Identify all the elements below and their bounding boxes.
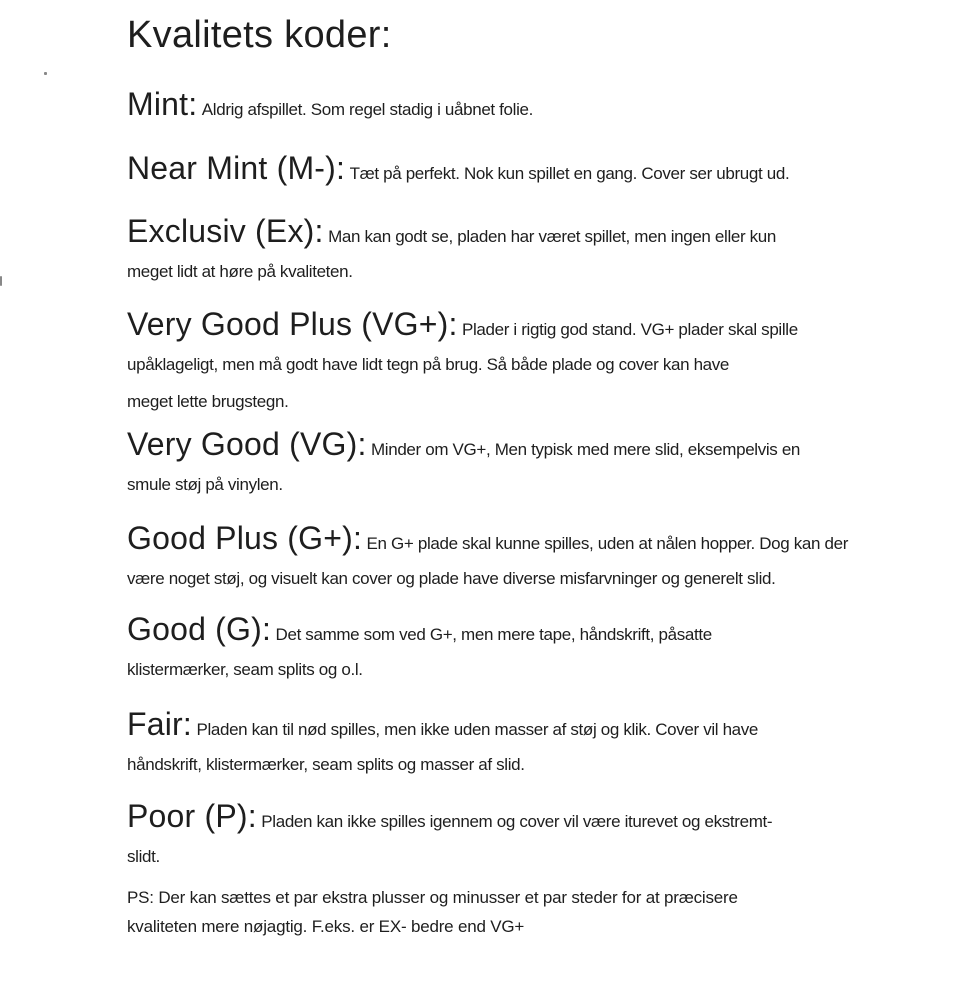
quality-term: Very Good Plus (VG+): [127,306,458,342]
quality-term: Very Good (VG): [127,426,367,462]
entry-line [127,607,712,651]
quality-term: Fair: [127,706,192,742]
quality-term: Mint: [127,86,198,122]
quality-description: meget lette brugstegn. [127,392,289,411]
quality-description: håndskrift, klistermærker, seam splits og masser af slid. [127,755,525,774]
quality-term: Good Plus (G+): [127,520,363,556]
scan-speck [0,276,2,286]
quality-term: Near Mint (M-): [127,150,346,186]
entry-line [127,746,758,783]
quality-description: Tæt på perfekt. Nok kun spillet en gang. Cover ser ubrugt ud. [349,164,790,183]
quality-code-entry [127,146,789,190]
quality-code-entry [127,607,712,688]
quality-description: Aldrig afspillet. Som regel stadig i uåbnet folie. [201,100,533,119]
quality-code-entry [127,702,758,783]
postscript-note [127,883,738,941]
postscript-line: PS: Der kan sættes et par ekstra plusser og minusser et par steder for at præcisere [127,888,738,907]
quality-description: upåklageligt, men må godt have lidt tegn på brug. Så både plade og cover kan have [127,355,730,374]
quality-description: klistermærker, seam splits og o.l. [127,660,363,679]
entry-line [127,794,772,838]
quality-term: Poor (P): [127,798,257,834]
entry-line [127,253,776,290]
entry-line [127,302,798,346]
quality-description: Plader i rigtig god stand. VG+ plader skal spille [462,320,798,339]
quality-description: Det samme som ved G+, men mere tape, håndskrift, påsatte [275,625,712,644]
entry-line [127,383,798,420]
entry-line [127,702,758,746]
quality-code-entry [127,516,848,597]
quality-description: Pladen kan til nød spilles, men ikke uden masser af støj og klik. Cover vil have [196,720,759,739]
entry-line [127,422,800,466]
quality-description: Minder om VG+, Men typisk med mere slid, eksempelvis en [370,440,801,459]
quality-code-entry [127,302,798,420]
entry-line [127,560,848,597]
entry-line [127,82,533,126]
quality-term: Exclusiv (Ex): [127,213,324,249]
quality-code-entry [127,209,776,290]
quality-term: Good (G): [127,611,272,647]
quality-description: meget lidt at høre på kvaliteten. [127,262,353,281]
quality-description: være noget støj, og visuelt kan cover og plade have diverse misfarvninger og generelt slid. [127,569,776,588]
entry-line [127,146,789,190]
quality-code-entry [127,794,772,875]
entry-line [127,838,772,875]
entry-line [127,651,712,688]
quality-code-entry [127,422,800,503]
quality-description: En G+ plade skal kunne spilles, uden at nålen hopper. Dog kan der [366,534,849,553]
entry-line [127,346,798,383]
quality-description: Man kan godt se, pladen har været spillet, men ingen eller kun [328,227,777,246]
quality-code-entry [127,82,533,126]
quality-description: slidt. [127,847,160,866]
entry-line [127,516,848,560]
entry-line [127,209,776,253]
scan-speck [44,72,47,75]
entry-line [127,466,800,503]
postscript-line: kvaliteten mere nøjagtig. F.eks. er EX- bedre end VG+ [127,917,525,936]
quality-description: Pladen kan ikke spilles igennem og cover vil være iturevet og ekstremt- [261,812,773,831]
page-title: Kvalitets koder: [127,14,392,56]
quality-description: smule støj på vinylen. [127,475,283,494]
